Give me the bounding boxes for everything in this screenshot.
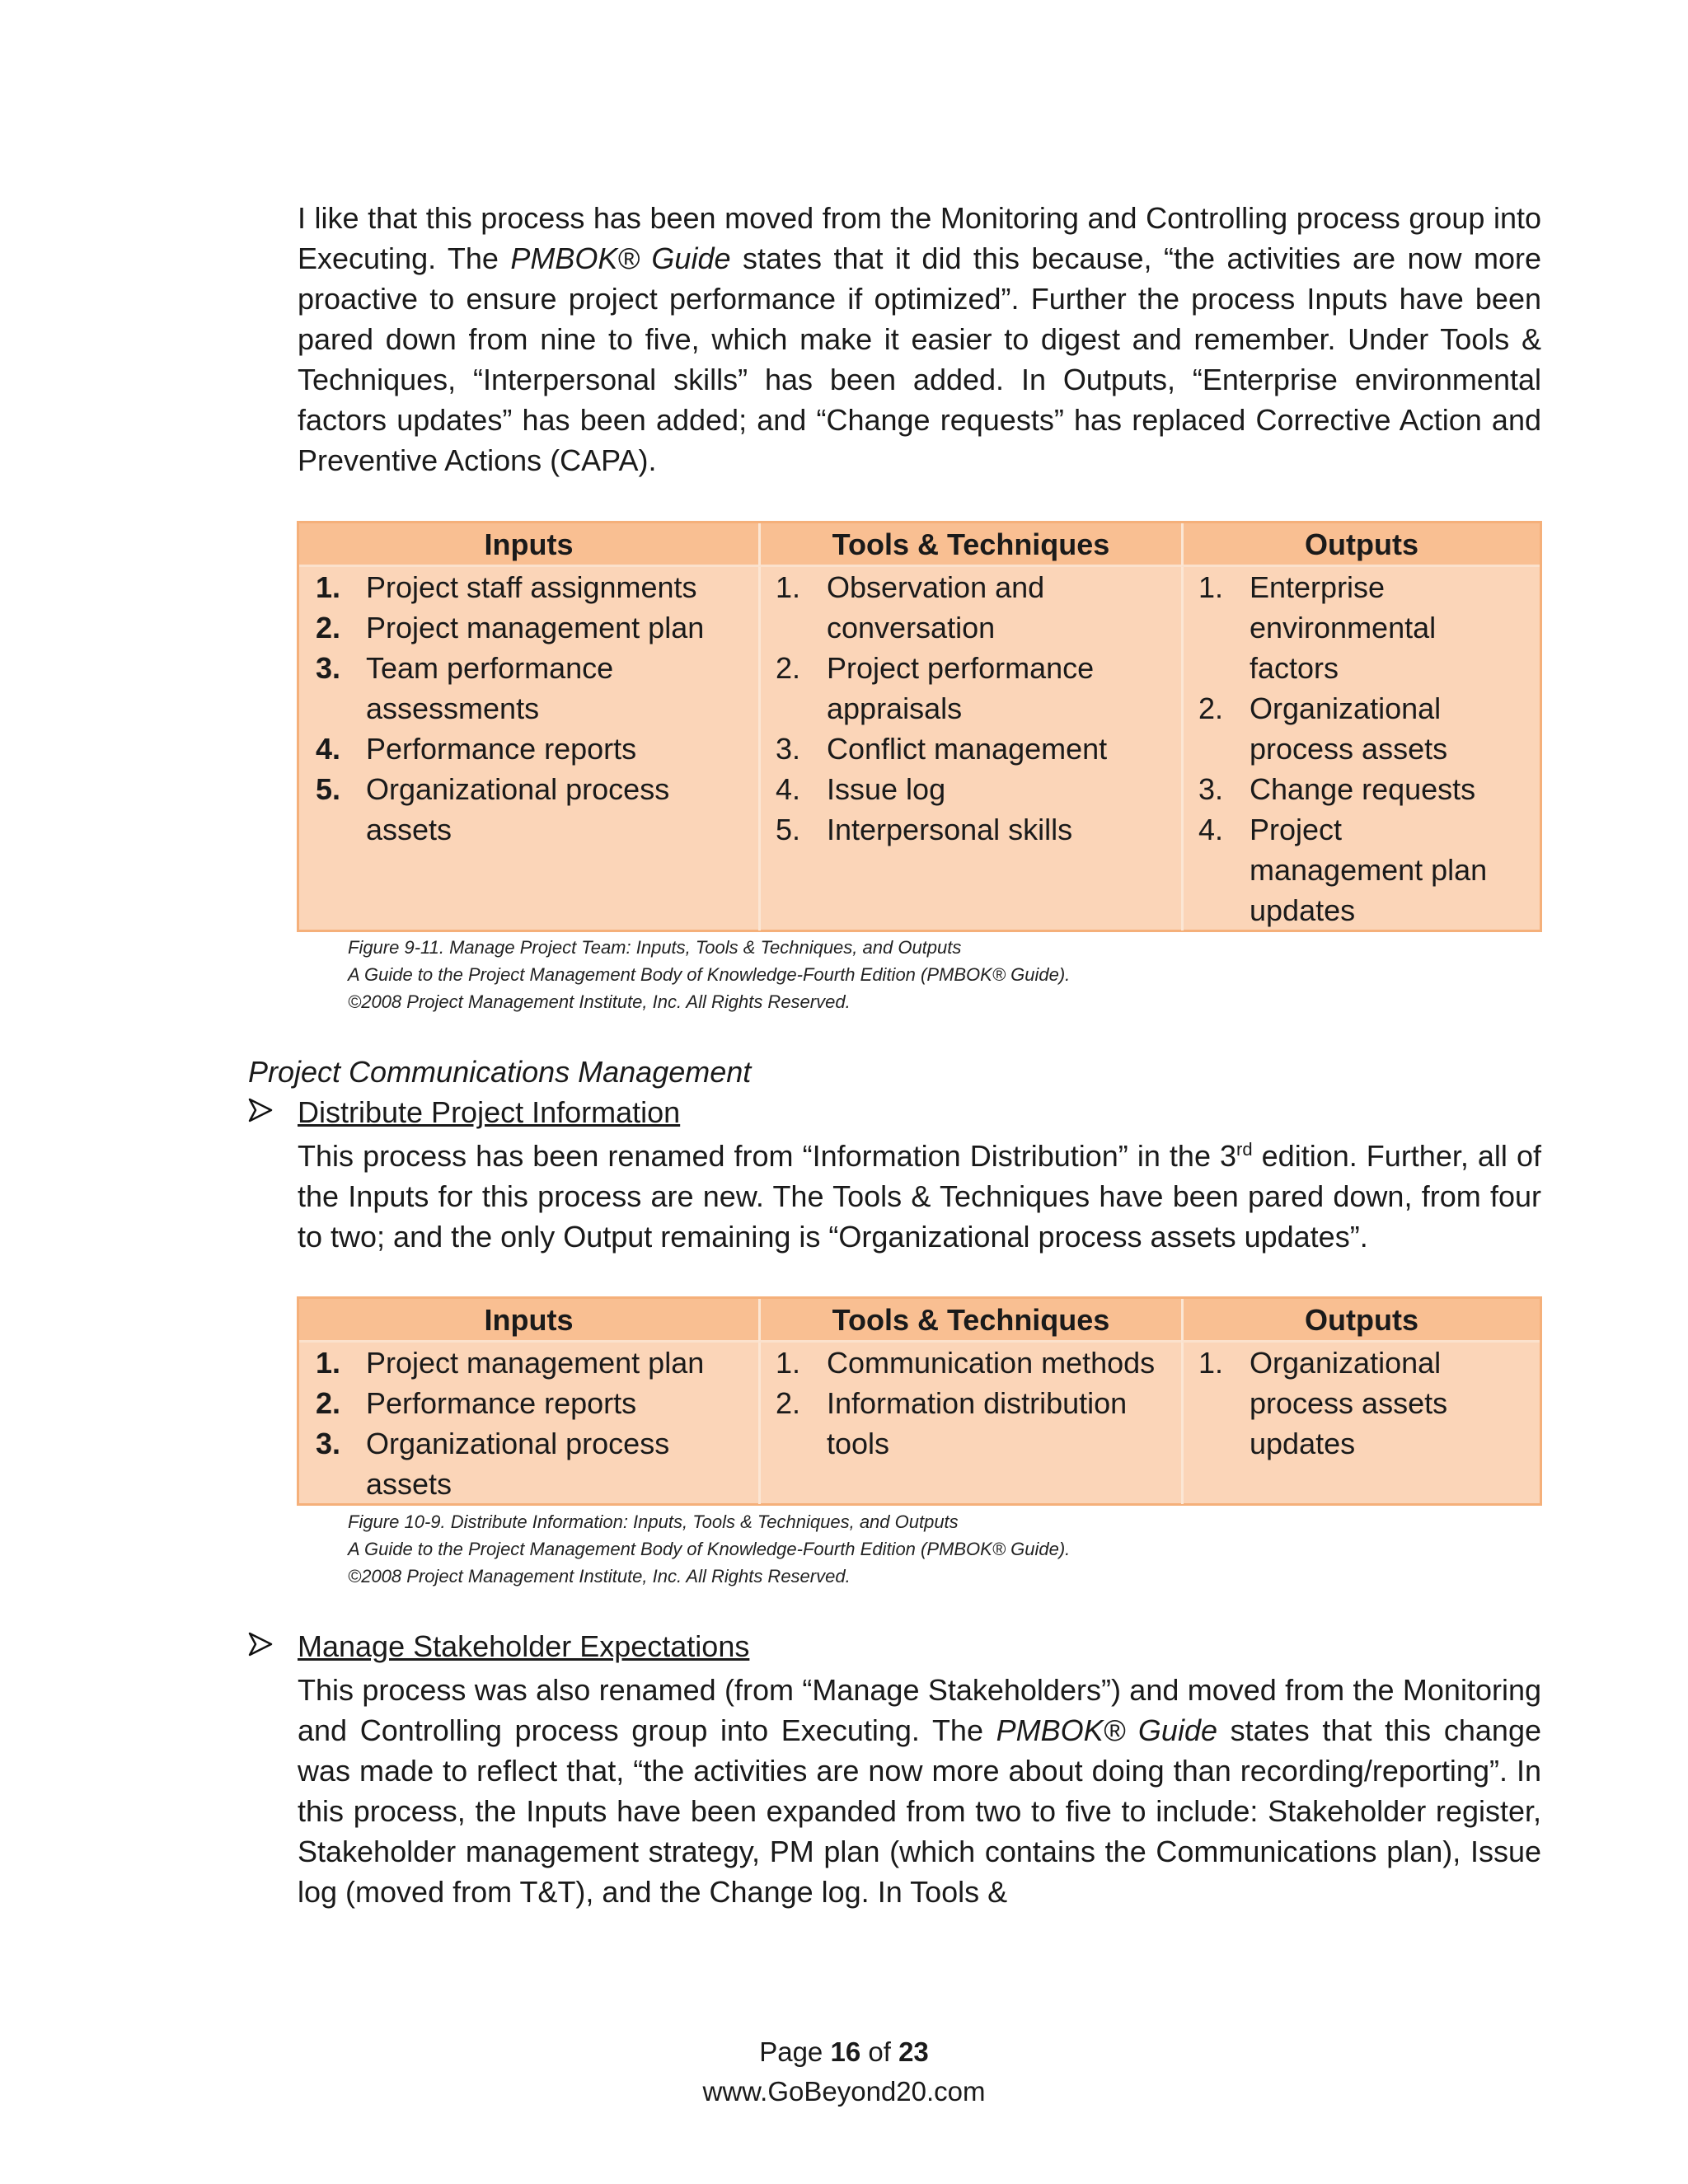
intro-paragraph bbox=[298, 198, 1541, 480]
list-item: 4. Performance reports bbox=[316, 732, 637, 766]
manage-stakeholder-paragraph bbox=[298, 1670, 1541, 1912]
page-total: 23 bbox=[898, 2036, 929, 2067]
page-footer bbox=[0, 2032, 1688, 2111]
list-item: 1. Project management plan bbox=[316, 1346, 705, 1380]
bullet-manage-stakeholder bbox=[248, 1629, 749, 1664]
para-text: edition. Further, all of the Inputs for this process are new. The Tools & Techniques have been pared down, from four to two; and the only Output remaining is “Organizational process assets updates”. bbox=[298, 1139, 1542, 1254]
para-text: This process has been renamed from “Information Distribution” in the 3 bbox=[298, 1139, 1237, 1173]
manage-stakeholder-paragraph-block bbox=[298, 1670, 1541, 1912]
bullet-distribute-info bbox=[248, 1095, 680, 1130]
superscript: rd bbox=[1236, 1139, 1253, 1160]
table2-caption bbox=[348, 1508, 1070, 1590]
website-url: www.GoBeyond20.com bbox=[702, 2076, 986, 2107]
list-item: 2. Information distribution tools bbox=[776, 1386, 1128, 1460]
distribute-info-paragraph bbox=[298, 1136, 1541, 1257]
table1-header-tools: Tools & Techniques bbox=[758, 523, 1181, 567]
table1-header-inputs: Inputs bbox=[299, 523, 758, 567]
caption-line: A Guide to the Project Management Body of Knowledge-Fourth Edition (PMBOK® Guide). bbox=[348, 964, 1071, 985]
list-item: 5. Organizational process assets bbox=[316, 772, 670, 846]
page-of: of bbox=[868, 2036, 891, 2067]
list-item: 3. Organizational process assets bbox=[316, 1427, 670, 1501]
page-label: Page bbox=[759, 2036, 823, 2067]
caption-line: ©2008 Project Management Institute, Inc. All Rights Reserved. bbox=[348, 1566, 851, 1586]
table1-header-outputs: Outputs bbox=[1181, 523, 1540, 567]
table2-tools-cell bbox=[758, 1343, 1181, 1504]
para-text: This process was also renamed (from “Manage Stakeholders”) and moved from the Monitoring and Controlling process group into Executing. The bbox=[298, 1673, 1541, 1747]
distribute-info-table bbox=[297, 1296, 1542, 1506]
para-text: states that this change was made to reflect that, “the activities are now more about doing than recording/reporting”. In this process, the Inputs have been expanded from two to five to include: Stakeholder register, Stakeholder management strategy, PM plan (which contains the Communications plan), Issue log (moved from T&T), and the Change log. In Tools & bbox=[298, 1713, 1541, 1909]
pmbok-guide-italic: PMBOK® Guide bbox=[996, 1713, 1217, 1747]
page-number bbox=[0, 2032, 1688, 2072]
caption-line: Figure 10-9. Distribute Information: Inputs, Tools & Techniques, and Outputs bbox=[348, 1511, 959, 1532]
list-item: 2. Performance reports bbox=[316, 1386, 637, 1420]
table2-header-inputs: Inputs bbox=[299, 1299, 758, 1343]
table2-inputs-cell bbox=[299, 1343, 758, 1504]
table1-inputs-cell bbox=[299, 567, 758, 930]
table1-outputs-cell bbox=[1181, 567, 1540, 930]
list-item: 3. Change requests bbox=[1198, 772, 1476, 806]
list-item: 2. Project performance appraisals bbox=[776, 651, 1095, 725]
list-item: 1. Observation and conversation bbox=[776, 570, 1045, 644]
list-item: 3. Team performance assessments bbox=[316, 651, 614, 725]
distribute-info-heading: Distribute Project Information bbox=[298, 1095, 681, 1129]
table2-header-outputs: Outputs bbox=[1181, 1299, 1540, 1343]
arrow-bullet-icon bbox=[248, 1629, 298, 1664]
caption-line: ©2008 Project Management Institute, Inc. All Rights Reserved. bbox=[348, 991, 851, 1012]
distribute-info-paragraph-block bbox=[298, 1136, 1541, 1257]
table2-header-tools: Tools & Techniques bbox=[758, 1299, 1181, 1343]
list-item: 2. Project management plan bbox=[316, 611, 705, 644]
intro-text-b: states that it did this because, “the activities are now more proactive to ensure project performance if optimized”. Further the process Inputs have been pared down from nine to five, which make it easier to digest and remember. Under Tools & Techniques, “Interpersonal skills” has been added. In Outputs, “Enterprise environmental factors updates” has been added; and “Change requests” has replaced Corrective Action and Preventive Actions (CAPA). bbox=[298, 241, 1541, 477]
list-item: 4. Project management plan updates bbox=[1198, 813, 1488, 927]
caption-line: Figure 9-11. Manage Project Team: Inputs, Tools & Techniques, and Outputs bbox=[348, 937, 962, 958]
table1-tools-cell bbox=[758, 567, 1181, 930]
section-title: Project Communications Management bbox=[248, 1055, 752, 1089]
table2-outputs-cell bbox=[1181, 1343, 1540, 1504]
manage-team-table bbox=[297, 521, 1542, 932]
pmbok-guide-italic: PMBOK® Guide bbox=[510, 241, 731, 275]
table1-caption bbox=[348, 934, 1070, 1015]
manage-stakeholder-heading: Manage Stakeholder Expectations bbox=[298, 1629, 750, 1663]
caption-line: A Guide to the Project Management Body of Knowledge-Fourth Edition (PMBOK® Guide). bbox=[348, 1539, 1071, 1559]
arrow-bullet-icon bbox=[248, 1095, 298, 1130]
list-item: 1. Communication methods bbox=[776, 1346, 1156, 1380]
list-item: 1. Organizational process assets updates bbox=[1198, 1346, 1448, 1460]
list-item: 1. Enterprise environmental factors bbox=[1198, 570, 1437, 685]
list-item: 1. Project staff assignments bbox=[316, 570, 697, 604]
page-current: 16 bbox=[830, 2036, 861, 2067]
list-item: 3. Conflict management bbox=[776, 732, 1108, 766]
intro-paragraph-block bbox=[298, 198, 1541, 480]
list-item: 2. Organizational process assets bbox=[1198, 691, 1448, 766]
intro-text-a: I like that this process has been moved from the Monitoring and Controlling process group into Executing. The bbox=[298, 201, 1541, 275]
list-item: 5. Interpersonal skills bbox=[776, 813, 1073, 846]
list-item: 4. Issue log bbox=[776, 772, 946, 806]
